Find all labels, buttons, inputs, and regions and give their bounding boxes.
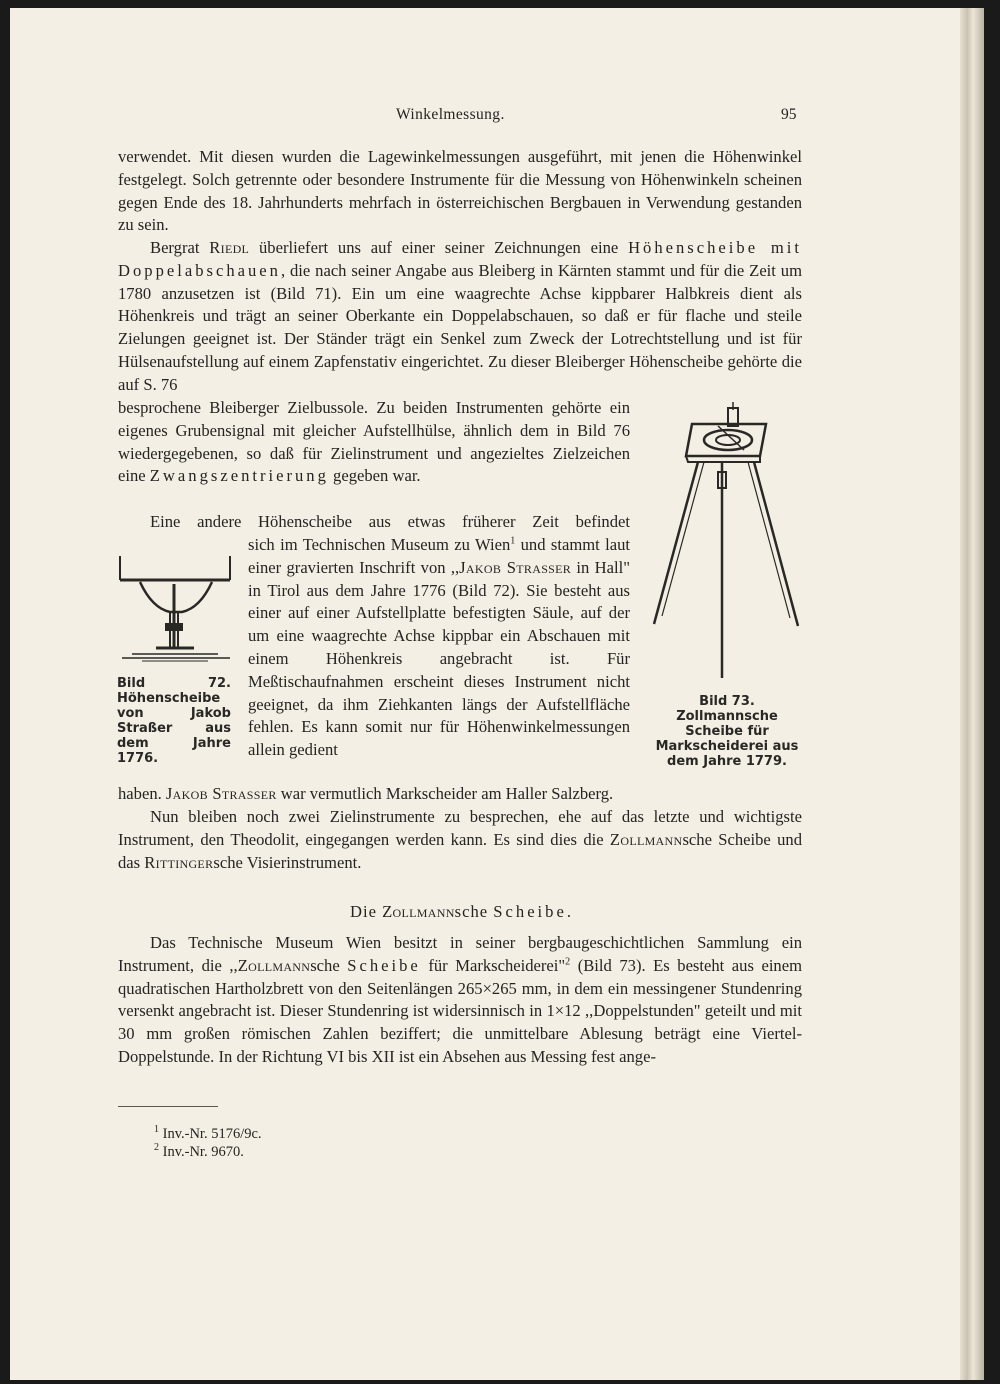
paragraph-4: Nun bleiben noch zwei Zielinstrumente zu besprechen, ehe auf das letzte und wichtigste Instrument, den Theodolit, eingegangen werden kann. Es sind dies die Zollmannsche Scheibe und das Rittingersche Visierinstrument. xyxy=(118,807,802,872)
term-hoehenscheibe: Höhenscheibe mit Doppelabschauen xyxy=(118,238,802,280)
paragraph-3-column: sich im Technischen Museum zu Wien$^1$ und stammt laut einer gravierten Inschrift von ,,Jakob Strasser in Hall" in Tirol aus dem Jahre 1776 (Bild 72). Sie besteht aus einer auf einer Aufstellplatte befestigten Säule, auf der um eine waagrechte Achse kippbar ein Abschauen mit einem Höhenkreis angebracht ist. Für Meßtischaufnahmen erscheint dieses Instrument nicht geeignet, da ihm Ziehkanten längs der Aufstellfläche fehlen. Es kann somit nur für Höhenwinkelmessungen allein gedient xyxy=(248,535,631,760)
section-heading-name: Zollmann xyxy=(382,902,455,921)
section-heading: Die Zollmannsche Scheibe. xyxy=(350,902,574,921)
name-jakob-strasser: Jakob Strasser xyxy=(459,557,572,577)
caption-bild-73: Bild 73. Zollmannsche Scheibe für Markscheiderei aus dem Jahre 1779. xyxy=(655,694,799,769)
term-scheibe: Scheibe xyxy=(347,955,421,975)
caption-bild-72: Bild 72. Höhenscheibe von Jakob Straßer aus dem Jahre 1776. xyxy=(117,676,231,766)
paragraph-5: Das Technische Museum Wien besitzt in seiner bergbaugeschichtlichen Sammlung ein Instrument, die ,,Zollmannsche Scheibe für Markscheiderei"$^2$ (Bild 73). Es besteht aus einem quadratischen Hartholzbrett von den Seitenlängen 265×265 mm, in dem ein messingener Stundenring versenkt angebracht ist. Dieser Stundenring ist widersinnisch in 1×12 ,,Doppelstunden" geteilt und mit 30 mm großen römischen Zahlen beziffert; die unmittelbare Ablesung beträgt eine Viertel-Doppelstunde. In der Richtung VI bis XII ist ein Absehen aus Messing fest ange- xyxy=(118,933,803,1066)
figure-bild-72-drawing xyxy=(112,540,242,670)
book-spine-edge xyxy=(960,8,984,1380)
figure-bild-73-drawing xyxy=(648,396,808,686)
paragraph-2-continued: besprochene Bleiberger Zielbussole. Zu beiden Instrumenten gehörte ein eigenes Grubensignal mit gleicher Aufstellhülse, ähnlich dem in Bild 76 wiedergegebenen, so daß für Zielinstrument und angezieltes Zielzeichen eine Zwangszentrierung gegeben war. xyxy=(118,398,630,486)
running-title: Winkelmessung. xyxy=(396,106,505,123)
footnote-2: $^2$ Inv.-Nr. 9670. xyxy=(154,1142,244,1160)
footnote-rule xyxy=(118,1106,218,1107)
paragraph-1: verwendet. Mit diesen wurden die Lagewinkelmessungen ausgeführt, mit jenen die Höhenwinkel festgelegt. Solch getrennte oder besondere Instrumente für die Messung von Höhenwinkeln scheinen gegen Ende des 18. Jahrhunderts mehrfach in österreichischen Bergbauen in Verwendung gestanden zu sein. xyxy=(118,147,802,235)
name-zollmann: Zollmann xyxy=(609,829,683,849)
paragraph-3-last-line: haben. Jakob Strasser war vermutlich Markscheider am Haller Salzberg. xyxy=(118,784,614,803)
paragraph-2: Bergrat Riedl überliefert uns auf einer seiner Zeichnungen eine Höhenscheibe mit Doppelabschauen, die nach seiner Angabe aus Bleiberg in Kärnten stammt und für die Zeit um 1780 anzusetzen ist (Bild 71). Ein um eine waagrechte Achse kippbarer Halbkreis dient als Höhenkreis und trägt an seiner Oberkante ein Doppelabschauen, so daß er für flache und steile Zielungen geeignet ist. Der Ständer trägt ein Senkel zum Zweck der Lotrechtstellung und ist für Hülsenaufstellung auf einem Zapfenstativ eingerichtet. Zu dieser Bleiberger Höhenscheibe gehörte die auf S. 76 xyxy=(118,238,802,394)
name-zollmann-2: Zollmann xyxy=(237,955,311,975)
name-rittinger: Rittinger xyxy=(144,852,214,872)
footnote-1: $^1$ Inv.-Nr. 5176/9c. xyxy=(154,1124,262,1142)
footnote-ref-1[interactable]: 1 xyxy=(510,535,516,547)
name-riedl: Riedl xyxy=(209,238,250,257)
name-jakob-strasser-2: Jakob Strasser xyxy=(165,784,277,803)
footnote-ref-2[interactable]: 2 xyxy=(565,956,571,968)
page-number: 95 xyxy=(781,106,797,123)
paragraph-3-first-line: Eine andere Höhenscheibe aus etwas früherer Zeit befindet xyxy=(150,512,630,531)
term-zwangszentrierung: Zwangszentrierung xyxy=(149,466,329,486)
